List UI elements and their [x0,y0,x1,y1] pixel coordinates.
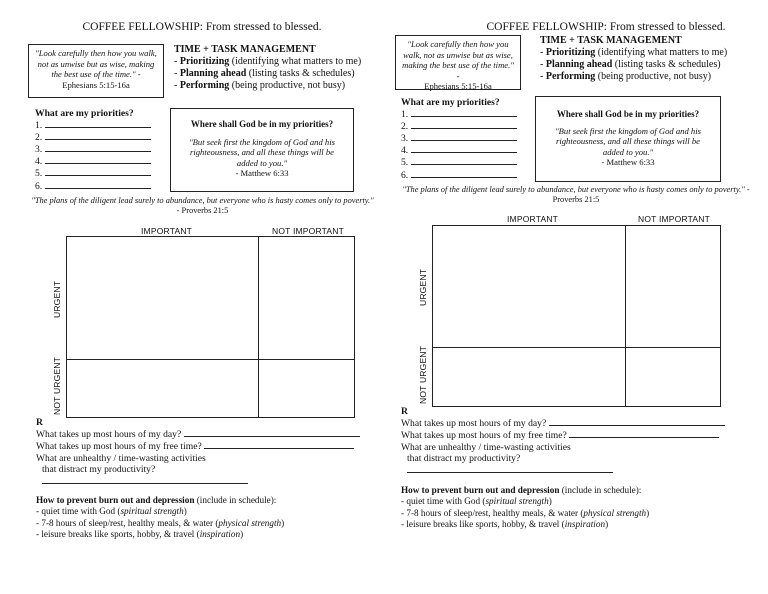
time-task-section [174,44,379,92]
burnout-item-text: - quiet time with God ( [401,496,486,507]
priority-line[interactable] [35,119,170,131]
burnout-heading-note: (include in schedule): [559,485,642,495]
priority-blank[interactable] [45,131,151,140]
priority-number: 2. [401,121,409,133]
priority-number: 3. [401,133,409,145]
column-not-important-label: NOT IMPORTANT [638,214,711,224]
burnout-item [36,518,381,529]
time-task-item-bold: Planning ahead [545,59,613,70]
question-line [401,453,761,464]
time-task-item-rest: (being productive, not busy) [595,71,712,82]
question-line [401,442,761,453]
time-task-item-rest: (identifying what matters to me) [229,56,362,67]
ephesians-quote-box [28,44,164,98]
proverbs-text: "The plans of the diligent lead surely to abundance, but everyone who is hasty comes only to poverty." [31,196,374,205]
answer-blank[interactable] [407,464,613,473]
priority-line[interactable] [401,169,536,181]
time-task-item-bold: Performing [179,80,230,91]
time-task-heading: TIME + TASK MANAGEMENT [540,35,682,46]
priority-blank[interactable] [45,119,151,128]
answer-blank[interactable] [569,429,719,438]
priorities-section [35,108,170,192]
burnout-item-end: ) [548,496,552,507]
priority-blank[interactable] [45,167,151,176]
column-important-label: IMPORTANT [507,214,559,224]
answer-blank[interactable] [549,417,725,426]
question-line[interactable] [401,464,761,476]
priority-matrix [432,225,721,407]
question-unhealthy: What are unhealthy / time-wasting activities [36,452,206,464]
question-line[interactable] [36,428,376,440]
god-box-heading: Where shall God be in my priorities? [190,119,334,129]
time-task-item-rest: (listing tasks & schedules) [246,68,355,79]
time-task-item: - Planning ahead (listing tasks & schedules) [174,68,355,79]
matthew-ref: - Matthew 6:33 [601,157,655,167]
burnout-item [401,496,761,507]
priority-blank[interactable] [411,120,517,129]
ephesians-ref: Ephesians 5:15-16a [424,81,492,91]
burnout-item-em: spiritual strength [485,496,549,507]
priority-number: 5. [35,168,43,180]
question-line[interactable] [401,429,761,441]
ephesians-ref: Ephesians 5:15-16a [62,79,130,90]
question-line[interactable] [36,440,376,452]
priority-blank[interactable] [411,156,517,165]
column-not-important-label: NOT IMPORTANT [272,226,345,236]
title-prefix: COFFEE FELLOWSHIP [82,21,200,33]
burnout-heading: How to prevent burn out and depression [36,495,195,505]
question-free-time: What takes up most hours of my free time? [401,430,567,442]
burnout-item [401,519,761,530]
burnout-item-em: inspiration [564,518,606,529]
matthew-ref: - Matthew 6:33 [235,168,289,178]
row-urgent-label: URGENT [418,268,428,306]
matthew-quote: "But seek first the kingdom of God and his righteousness, and all these things will be added to you." [189,136,335,168]
r-label: R [401,406,408,417]
matrix-horizontal-divider [433,347,720,348]
title-suffix: : From stressed to blessed. [199,21,322,33]
priority-number: 1. [401,109,409,121]
matthew-quote: "But seek first the kingdom of God and his righteousness, and all these things will be added to you." [555,125,701,157]
burnout-item-text: - 7-8 hours of sleep/rest, healthy meals, & water ( [401,507,584,518]
question-day: What takes up most hours of my day? [36,429,182,441]
burnout-item-text: - leisure breaks like sports, hobby, & travel ( [401,518,565,529]
burnout-item [401,508,761,519]
god-box-heading: Where shall God be in my priorities? [556,109,700,119]
priority-blank[interactable] [411,144,517,153]
time-task-section [540,35,768,83]
priority-line[interactable] [401,120,536,132]
row-urgent-label: URGENT [52,280,62,318]
priority-blank[interactable] [411,132,517,141]
question-line[interactable] [36,475,376,487]
row-not-urgent-label: NOT URGENT [418,345,428,404]
question-unhealthy: What are unhealthy / time-wasting activities [401,441,571,453]
priority-line[interactable] [401,132,536,144]
time-task-item: - Performing (being productive, not busy) [174,80,346,91]
priority-blank[interactable] [45,155,151,164]
burnout-item-end: ) [183,506,187,517]
time-task-item: - Prioritizing (identifying what matters to me) [540,47,728,58]
priority-line[interactable] [35,180,170,192]
matrix-vertical-divider [258,237,259,417]
time-task-item-rest: (being productive, not busy) [229,80,346,91]
answer-blank[interactable] [42,475,248,484]
burnout-heading-line [401,485,761,496]
reflection-questions [36,417,376,487]
time-task-item-bold: Prioritizing [179,56,230,67]
time-task-item-bold: Planning ahead [179,68,247,79]
page-title [10,21,394,33]
burnout-item [36,506,381,517]
priority-matrix [66,236,355,418]
god-priority-box [170,108,354,192]
burnout-item-text: - leisure breaks like sports, hobby, & travel ( [36,528,200,539]
burnout-item-em: inspiration [199,528,241,539]
priority-line[interactable] [401,156,536,168]
time-task-item-bold: Prioritizing [545,47,596,58]
burnout-section [36,495,381,540]
priorities-section [401,97,536,181]
column-important-label: IMPORTANT [141,226,193,236]
burnout-item-end: ) [605,518,609,529]
answer-blank[interactable] [204,440,354,449]
priority-line[interactable] [401,108,536,120]
priority-number: 6. [35,180,43,192]
reflection-questions [401,406,761,476]
matrix-vertical-divider [625,226,626,406]
burnout-item-text: - 7-8 hours of sleep/rest, healthy meals, & water ( [36,517,219,528]
matrix-horizontal-divider [67,359,354,360]
burnout-item [36,529,381,540]
burnout-heading: How to prevent burn out and depression [401,485,560,495]
priority-number: 3. [35,144,43,156]
priority-blank[interactable] [45,143,151,152]
ephesians-quote: "Look carefully then how you walk, not as unwise but as wise, making the best use of the time." [35,48,157,79]
proverbs-text: "The plans of the diligent lead surely to abundance, but everyone who is hasty comes only to poverty." [402,185,745,194]
priority-line[interactable] [35,131,170,143]
priority-blank[interactable] [411,108,517,117]
answer-blank[interactable] [184,428,360,437]
priority-blank[interactable] [411,169,517,178]
priority-number: 4. [401,145,409,157]
burnout-section [401,485,761,530]
page-title [414,21,768,33]
time-task-item: - Prioritizing (identifying what matters to me) [174,56,362,67]
time-task-heading: TIME + TASK MANAGEMENT [174,44,316,55]
time-task-item-rest: (listing tasks & schedules) [612,59,721,70]
priority-line[interactable] [401,144,536,156]
burnout-item-em: physical strength [583,507,647,518]
priority-line[interactable] [35,167,170,179]
god-priority-box [535,96,721,182]
time-task-item-rest: (identifying what matters to me) [595,47,728,58]
ephesians-dash: - [456,70,460,81]
burnout-item-text: - quiet time with God ( [36,506,121,517]
burnout-heading-note: (include in schedule): [194,495,277,505]
question-line [36,453,376,464]
question-distract: that distract my productivity? [42,463,156,475]
question-line[interactable] [401,417,761,429]
proverbs-quote [30,196,375,216]
proverbs-ref: - Proverbs 21:5 [176,206,229,215]
priority-number: 6. [401,169,409,181]
priority-line[interactable] [35,155,170,167]
row-not-urgent-label: NOT URGENT [52,356,62,415]
time-task-item-bold: Performing [545,71,596,82]
time-task-item: - Performing (being productive, not busy) [540,71,712,82]
question-day: What takes up most hours of my day? [401,418,547,430]
priority-blank[interactable] [45,180,151,189]
ephesians-quote: "Look carefully then how you walk, not as unwise but as wise, making the best use of the time." [402,39,514,70]
proverbs-quote [400,185,752,205]
title-suffix: : From stressed to blessed. [603,21,726,33]
priorities-heading: What are my priorities? [35,108,134,119]
question-line [36,464,376,475]
title-prefix: COFFEE FELLOWSHIP [486,21,604,33]
burnout-item-end: ) [646,507,650,518]
question-free-time: What takes up most hours of my free time? [36,441,202,453]
burnout-item-em: physical strength [218,517,282,528]
ephesians-dash: - [135,69,141,79]
priority-number: 4. [35,156,43,168]
burnout-item-end: ) [240,528,244,539]
burnout-item-end: ) [281,517,285,528]
priority-number: 5. [401,157,409,169]
question-distract: that distract my productivity? [407,452,521,464]
burnout-item-em: spiritual strength [120,506,184,517]
proverbs-ref: - Proverbs 21:5 [552,185,750,204]
r-label: R [36,417,43,428]
priority-number: 1. [35,120,43,132]
priority-number: 2. [35,132,43,144]
time-task-item: - Planning ahead (listing tasks & schedules) [540,59,721,70]
burnout-heading-line [36,495,381,506]
ephesians-quote-box [395,35,521,90]
priority-line[interactable] [35,143,170,155]
right-panel [384,0,768,594]
priorities-heading: What are my priorities? [401,97,500,108]
